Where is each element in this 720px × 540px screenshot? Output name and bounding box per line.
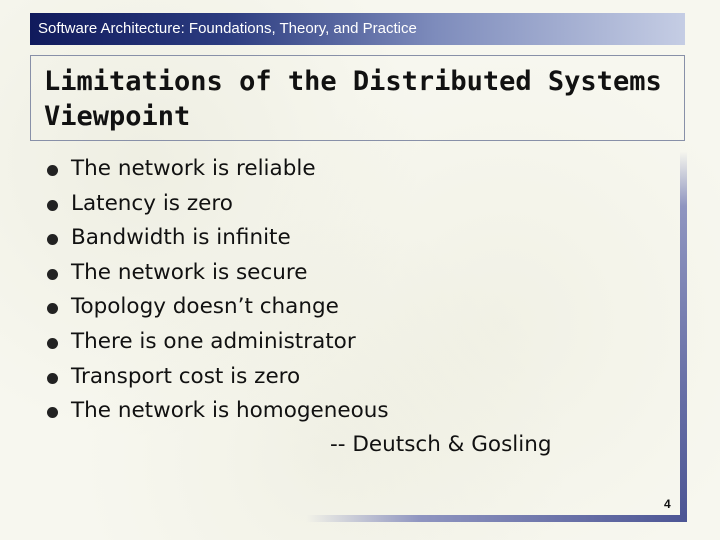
header-title: Software Architecture: Foundations, Theory, and Practice: [38, 20, 417, 37]
bullet-icon: [47, 234, 58, 245]
page-number: 4: [664, 497, 671, 511]
attribution: -- Deutsch & Gosling: [330, 432, 552, 457]
title-frame: [30, 55, 685, 141]
bullet-icon: [47, 303, 58, 314]
bullet-text: Bandwidth is infinite: [71, 225, 291, 251]
bullet-icon: [47, 338, 58, 349]
content-shadow-bottom: [306, 515, 687, 522]
slide-title-line-1: Limitations of the Distributed Systems: [44, 66, 662, 97]
bullet-icon: [47, 269, 58, 280]
bullet-icon: [47, 165, 58, 176]
bullet-text: The network is homogeneous: [71, 398, 389, 424]
bullet-icon: [47, 373, 58, 384]
slide-title-line-2: Viewpoint: [44, 101, 191, 132]
bullet-icon: [47, 200, 58, 211]
bullet-text: Latency is zero: [71, 190, 233, 216]
bullet-text: Transport cost is zero: [71, 363, 301, 389]
bullet-text: The network is reliable: [71, 156, 316, 181]
bullet-text: Topology doesn’t change: [71, 294, 339, 320]
bullet-icon: [47, 407, 58, 418]
header-bar: [30, 13, 685, 45]
slide-title: [44, 64, 662, 134]
bullet-text: The network is secure: [71, 259, 308, 285]
bullet-text: There is one administrator: [71, 328, 356, 354]
content-shadow-right: [680, 151, 687, 520]
